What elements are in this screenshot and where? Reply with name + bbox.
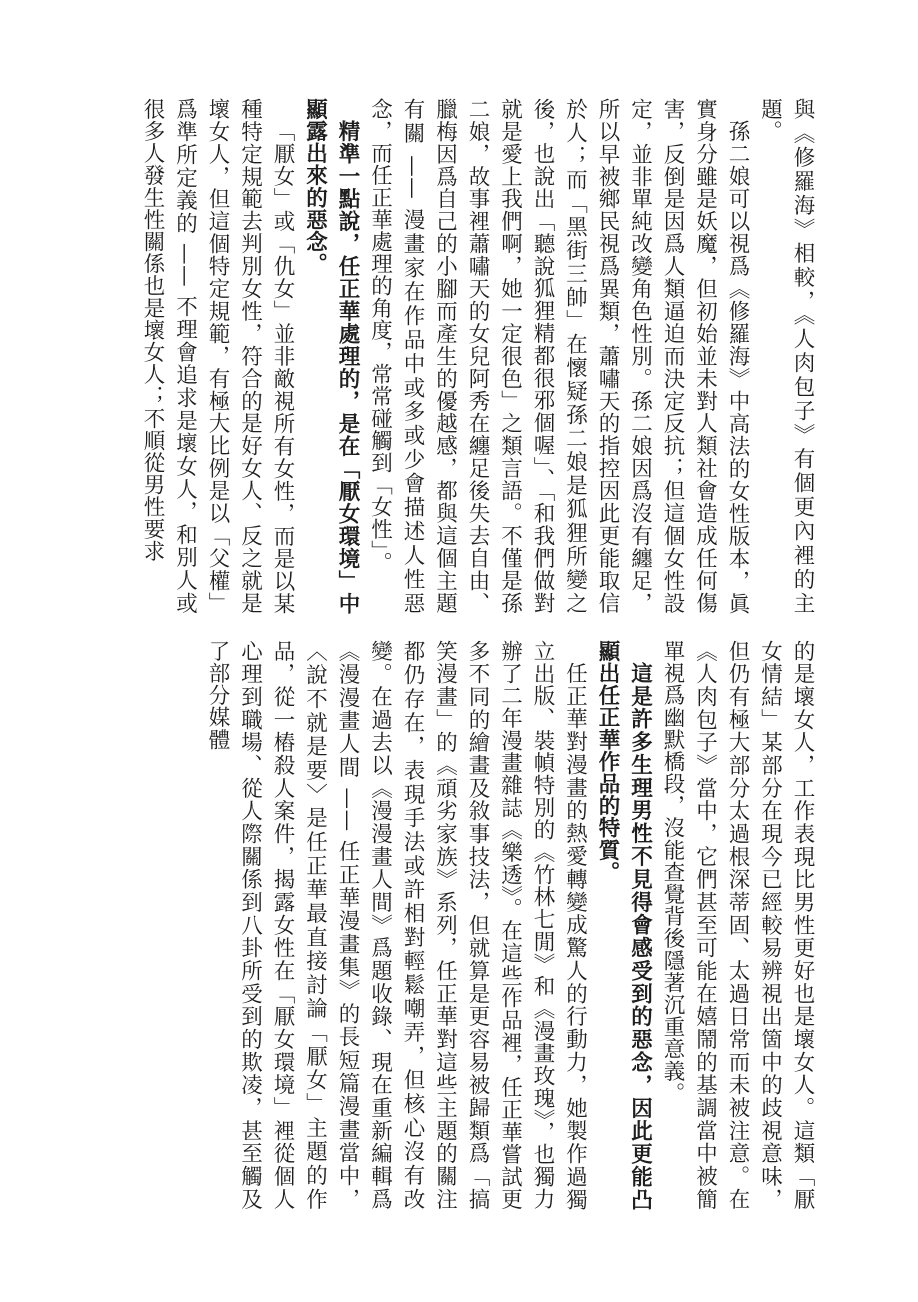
text-block-bottom (132, 640, 818, 1210)
paragraph: 「厭女」或「仇女」並非敵視所有女性，而是以某種特定規範去判別女性，符合的是好女人、反之就是壞女人，但這個特定規範，有極大比例是以「父權」爲準所定義的 —— 不理會追求是壞女人，和別人或很多人發生性關係也是壞女人；不順從男性要求 (140, 98, 295, 614)
bold-paragraph: 這是許多生理男性不見得會感受到的惡念，因此更能凸顯出任正華作品的特質。 (595, 640, 653, 1210)
paragraph: 孫二娘可以視爲《修羅海》中高法的女性版本，眞實身分雖是妖魔，但初始並未對人類社會造成任何傷害，反倒是因爲人類逼迫而決定反抗；但這個女性設定，並非單純改變角色性別。孫二娘因爲沒有纏足，所以早被鄉民視爲異類，蕭嘯天的指控因此更能取信於人；而「黑街三帥」在懷疑孫二娘是狐狸所變之後，也說出「聽說狐狸精都很邪個喔」、「和我們做對就是愛上我們啊，她一定很色」之類言語。不僅是孫二娘，故事裡蕭嘯天的女兒阿秀在纏足後失去自由、臘梅因爲自己的小腳而產生的優越感，都與這個主題有關 —— 漫畫家在作品中或多或少會描述人性惡念，而任正華處理的角度，常常碰觸到「女性」。 (367, 98, 750, 614)
paragraph: 任正華對漫畫的熱愛轉變成驚人的行動力，她製作過獨立出版、裝幀特別的《竹林七閒》和《漫畫玫瑰》，也獨力辦了二年漫畫雜誌《樂透》。在這些作品裡，任正華嘗試更多不同的繪畫及敘事技法，但就算是更容易被歸類爲「搞笑漫畫」的《頑劣家族》系列，任正華對這些主題的關注都仍存在，表現手法或許相對輕鬆嘲弄，但核心沒有改變。在過去以《漫漫畫人間》爲題收錄、現在重新編輯爲《漫漫畫人間 —— 任正華漫畫集》的長短篇漫畫當中，〈說不就是要〉是任正華最直接討論「厭女」主題的作品，從一樁殺人案件，揭露女性在「厭女環境」裡從個人心理到職場、從人際關係到八卦所受到的欺凌，甚至觸及了部分媒體 (205, 640, 588, 1210)
text-block-top (132, 98, 818, 614)
bold-paragraph: 精準一點說，任正華處理的，是在「厭女環境」中顯露出來的惡念。 (302, 98, 360, 614)
paragraph: 的是壞女人，工作表現比男性更好也是壞女人。這類「厭女情結」某部分在現今已經較易辨視出箇中的歧視意味，但仍有極大部分太過根深蒂固、太過日常而未被注意。在《人肉包子》當中，它們甚至可能在嬉鬧的基調當中被簡單視爲幽默橋段，沒能查覺背後隱著沉重意義。 (660, 640, 815, 1210)
paragraph: 與《修羅海》相較，《人肉包子》有個更內裡的主題。 (757, 98, 815, 614)
